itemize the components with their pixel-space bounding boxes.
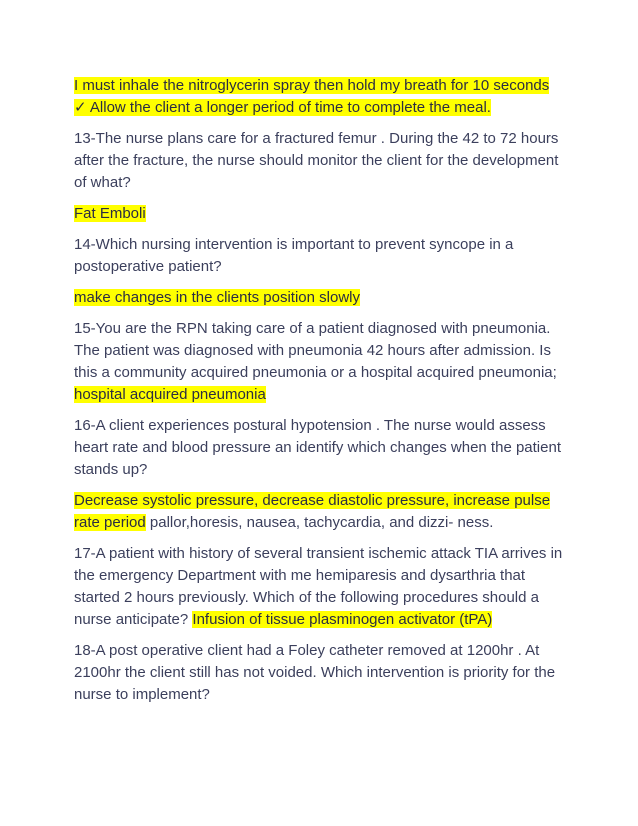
answer-16	[74, 490, 574, 534]
question-17	[74, 543, 574, 631]
highlighted-answer: make changes in the clients position slowly	[74, 289, 360, 306]
question-18: 18-A post operative client had a Foley catheter removed at 1200hr . At 2100hr the client still has not voided. Which intervention is priority for the nurse to implement?	[74, 642, 556, 703]
highlighted-answer: hospital acquired pneumonia	[74, 386, 266, 403]
answer-13	[74, 203, 574, 225]
highlighted-answer: Fat Emboli	[74, 205, 146, 222]
highlighted-answer: Infusion of tissue plasminogen activator (tPA)	[192, 611, 493, 628]
answer-14	[74, 287, 574, 309]
answer-line-allow	[74, 97, 574, 119]
question-13: 13-The nurse plans care for a fractured femur . During the 42 to 72 hours after the fracture, the nurse should monitor the client for the development of what?	[74, 130, 559, 191]
question-15-text: 15-You are the RPN taking care of a patient diagnosed with pneumonia. The patient was diagnosed with pneumonia 42 hours after admission. Is this a community acquired pneumonia or a hospital acquired pneumonia;	[74, 320, 557, 381]
question-17-text: 17-A patient with history of several transient ischemic attack TIA arrives in the emergency Department with me hemiparesis and dysarthria that started 2 hours previously. Which of the following procedures should a nurse anticipate?	[74, 545, 563, 628]
highlighted-answer: ✓ Allow the client a longer period of time to complete the meal.	[74, 99, 491, 116]
question-16: 16-A client experiences postural hypotension . The nurse would assess heart rate and blood pressure an identify which changes when the patient stands up?	[74, 417, 561, 478]
document-page	[74, 75, 574, 715]
highlighted-answer: Decrease systolic pressure, decrease diastolic pressure, increase pulse rate period	[74, 492, 551, 531]
answer-16-extra: pallor,horesis, nausea, tachycardia, and dizzi- ness.	[145, 514, 494, 531]
answer-line-inhale	[74, 75, 574, 97]
question-14: 14-Which nursing intervention is important to prevent syncope in a postoperative patient?	[74, 236, 514, 275]
highlighted-answer: I must inhale the nitroglycerin spray then hold my breath for 10 seconds	[74, 77, 550, 94]
question-15	[74, 318, 574, 406]
